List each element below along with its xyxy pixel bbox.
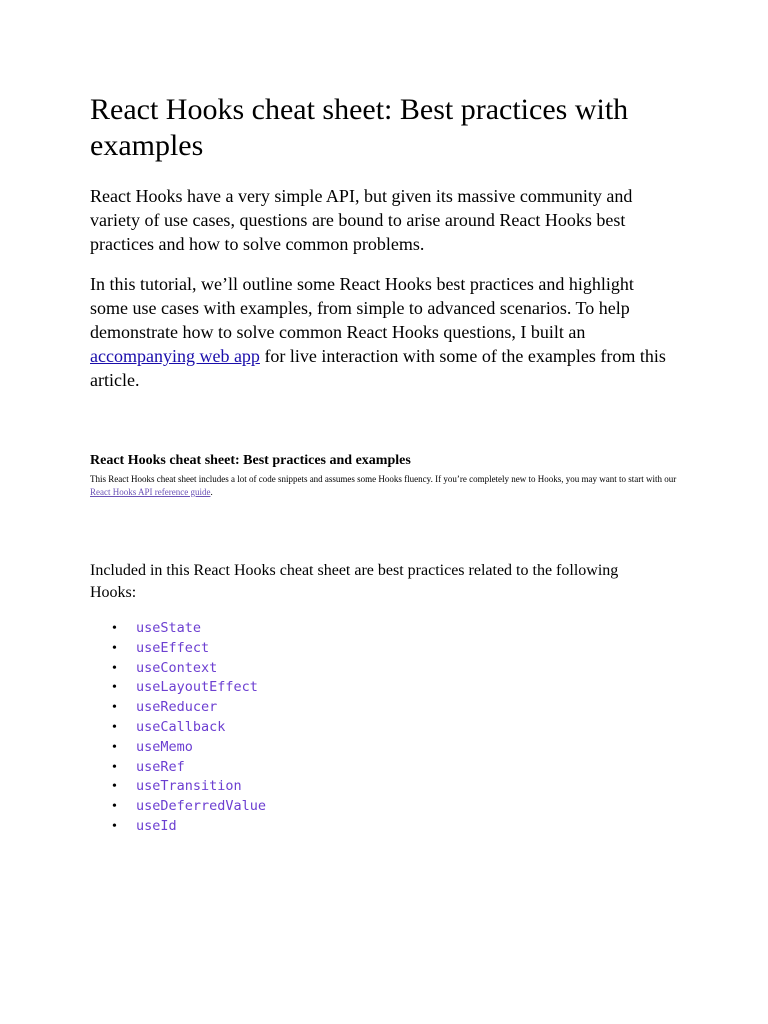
bullet-icon: • [112,759,117,775]
hook-name: useLayoutEffect [136,679,258,696]
hooks-intro: Included in this React Hooks cheat sheet are best practices related to the following Hooks: [90,562,619,601]
hook-list-item [90,758,266,778]
hook-name: useId [136,817,177,834]
cheat-sheet-note-period: . [210,487,213,497]
hook-name: useMemo [136,738,193,755]
bullet-icon: • [112,640,117,656]
hook-name: useDeferredValue [136,798,267,815]
cheat-sheet-note [90,473,680,499]
article-title: React Hooks cheat sheet: Best practices with examples [90,93,629,162]
hook-list-item [90,619,266,639]
hook-list-item [90,718,266,738]
hook-name: useContext [136,659,218,676]
bullet-icon: • [112,799,117,815]
bullet-icon: • [112,660,117,676]
hook-list-item [90,817,266,837]
tutorial-paragraph-text-end: for live interaction with some of the examples from this article. [90,346,666,390]
bullet-icon: • [112,818,117,834]
hook-list-item [90,659,266,679]
hook-name: useReducer [136,699,218,716]
hook-list-item [90,639,266,659]
bullet-icon: • [112,680,117,696]
tutorial-paragraph [90,272,670,392]
section-heading: React Hooks cheat sheet: Best practices and examples [90,453,411,468]
bullet-icon: • [112,779,117,795]
hook-list-item [90,797,266,817]
hook-name: useState [136,620,202,636]
bullet-icon: • [112,621,117,636]
hook-name: useCallback [136,718,226,735]
hook-name: useRef [136,758,185,775]
hook-name: useTransition [136,778,242,795]
hook-list-item [90,738,266,758]
intro-paragraph: React Hooks have a very simple API, but given its massive community and variety of use cases, questions are bound to arise around React Hooks best practices and how to solve common problems. [90,186,633,254]
tutorial-paragraph-text-start: In this tutorial, we’ll outline some React Hooks best practices and highlight some use cases with examples, from simple to advanced scenarios. To help demonstrate how to solve common React Hooks questions, I built an [90,274,634,342]
hook-list-item [90,777,266,797]
hook-list-item [90,678,266,698]
bullet-icon: • [112,739,117,755]
web-app-link[interactable]: accompanying web app [90,346,260,366]
api-reference-guide-link[interactable]: React Hooks API reference guide [90,487,211,497]
cheat-sheet-note-text: This React Hooks cheat sheet includes a lot of code snippets and assumes some Hooks fluency. If you’re completely new to Hooks, you may want to start with our [90,474,677,484]
bullet-icon: • [112,719,117,735]
hook-name: useEffect [136,639,210,656]
hooks-list [90,619,266,837]
hook-list-item [90,698,266,718]
bullet-icon: • [112,700,117,716]
